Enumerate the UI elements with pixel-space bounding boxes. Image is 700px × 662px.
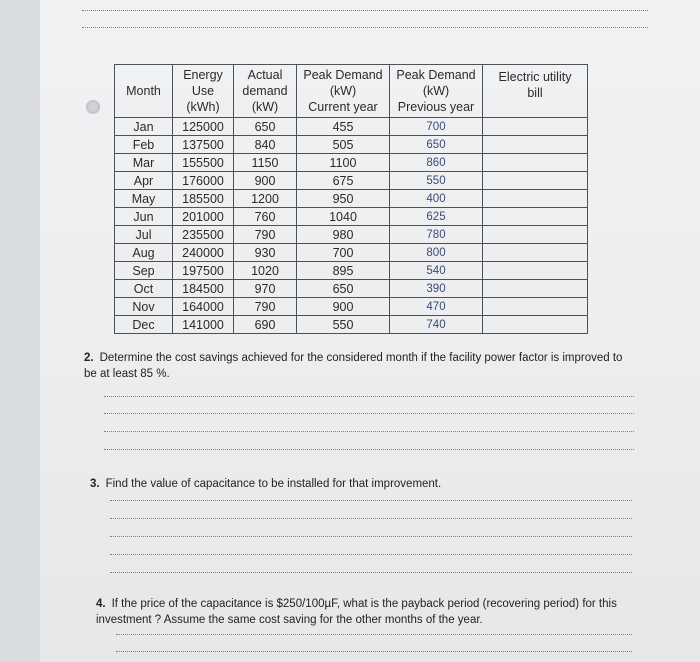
cell-electric-bill [483, 298, 588, 316]
cell-energy-use: 184500 [173, 280, 234, 298]
question-number: 4. [96, 598, 106, 610]
table-row [115, 208, 588, 226]
answer-line [110, 536, 632, 537]
table-row [115, 298, 588, 316]
cell-month: Oct [115, 280, 173, 298]
cell-peak-previous: 860 [390, 154, 483, 172]
cell-actual-demand: 1150 [234, 154, 297, 172]
cell-actual-demand: 930 [234, 244, 297, 262]
cell-peak-previous: 700 [390, 118, 483, 136]
cell-energy-use: 201000 [173, 208, 234, 226]
cell-electric-bill [483, 280, 588, 298]
cell-electric-bill [483, 244, 588, 262]
header-month: Month [115, 65, 173, 118]
answer-line [110, 572, 632, 573]
cell-actual-demand: 760 [234, 208, 297, 226]
cell-energy-use: 197500 [173, 262, 234, 280]
cell-peak-current: 675 [297, 172, 390, 190]
table-row [115, 118, 588, 136]
cell-peak-previous: 400 [390, 190, 483, 208]
header-actual-demand: Actual demand (kW) [234, 65, 297, 118]
cell-energy-use: 164000 [173, 298, 234, 316]
cell-peak-previous: 625 [390, 208, 483, 226]
cell-peak-previous: 800 [390, 244, 483, 262]
cell-peak-previous: 740 [390, 316, 483, 334]
cell-energy-use: 240000 [173, 244, 234, 262]
cell-peak-current: 1100 [297, 154, 390, 172]
cell-energy-use: 155500 [173, 154, 234, 172]
cell-month: Sep [115, 262, 173, 280]
cell-month: May [115, 190, 173, 208]
cell-energy-use: 141000 [173, 316, 234, 334]
cell-electric-bill [483, 118, 588, 136]
cell-electric-bill [483, 208, 588, 226]
cell-month: Nov [115, 298, 173, 316]
cell-peak-current: 455 [297, 118, 390, 136]
cell-actual-demand: 1200 [234, 190, 297, 208]
table-row [115, 154, 588, 172]
cell-peak-previous: 780 [390, 226, 483, 244]
header-electric-bill: Electric utility bill [483, 65, 588, 118]
cell-actual-demand: 1020 [234, 262, 297, 280]
cell-electric-bill [483, 190, 588, 208]
cell-month: Jan [115, 118, 173, 136]
question-3 [90, 476, 630, 492]
cell-peak-previous: 540 [390, 262, 483, 280]
cell-peak-current: 700 [297, 244, 390, 262]
cell-electric-bill [483, 226, 588, 244]
cell-actual-demand: 790 [234, 226, 297, 244]
cell-electric-bill [483, 316, 588, 334]
cell-actual-demand: 900 [234, 172, 297, 190]
header-peak-current: Peak Demand (kW) Current year [297, 65, 390, 118]
cell-month: Feb [115, 136, 173, 154]
cell-actual-demand: 790 [234, 298, 297, 316]
cell-electric-bill [483, 172, 588, 190]
table-row [115, 172, 588, 190]
cell-energy-use: 185500 [173, 190, 234, 208]
table-row [115, 226, 588, 244]
table-header-row [115, 65, 588, 118]
answer-line [104, 396, 634, 397]
question-number: 2. [84, 352, 94, 364]
cell-electric-bill [483, 262, 588, 280]
cell-actual-demand: 970 [234, 280, 297, 298]
table-row [115, 190, 588, 208]
header-energy-use: Energy Use (kWh) [173, 65, 234, 118]
cell-electric-bill [483, 136, 588, 154]
cell-actual-demand: 840 [234, 136, 297, 154]
cell-month: Mar [115, 154, 173, 172]
cell-peak-current: 895 [297, 262, 390, 280]
answer-line [104, 413, 634, 414]
cell-peak-current: 900 [297, 298, 390, 316]
cell-energy-use: 125000 [173, 118, 234, 136]
question-text: Find the value of capacitance to be installed for that improvement. [105, 478, 442, 490]
cell-peak-previous: 550 [390, 172, 483, 190]
cell-peak-previous: 470 [390, 298, 483, 316]
cell-energy-use: 137500 [173, 136, 234, 154]
table-row [115, 136, 588, 154]
cell-electric-bill [483, 154, 588, 172]
table-row [115, 280, 588, 298]
cell-actual-demand: 690 [234, 316, 297, 334]
table-row [115, 262, 588, 280]
binder-hole [86, 100, 100, 114]
table-row [115, 244, 588, 262]
cell-peak-current: 550 [297, 316, 390, 334]
answer-line [104, 449, 634, 450]
question-number: 3. [90, 478, 100, 490]
cell-peak-current: 980 [297, 226, 390, 244]
answer-line [82, 10, 648, 11]
cell-month: Dec [115, 316, 173, 334]
table-row [115, 316, 588, 334]
answer-line [110, 518, 632, 519]
answer-line [116, 651, 632, 652]
answer-line [110, 554, 632, 555]
cell-peak-previous: 390 [390, 280, 483, 298]
question-text: If the price of the capacitance is $250/100µF, what is the payback period (recovering period) for this investment ? Assume the same cost saving for the other months of the year. [96, 598, 617, 626]
cell-peak-current: 650 [297, 280, 390, 298]
answer-line [110, 500, 632, 501]
answer-line [104, 431, 634, 432]
energy-data-table [114, 64, 588, 334]
cell-peak-current: 1040 [297, 208, 390, 226]
answer-line [82, 27, 648, 28]
header-peak-previous: Peak Demand (kW) Previous year [390, 65, 483, 118]
cell-peak-current: 950 [297, 190, 390, 208]
question-2 [84, 350, 624, 382]
cell-month: Apr [115, 172, 173, 190]
cell-peak-current: 505 [297, 136, 390, 154]
cell-actual-demand: 650 [234, 118, 297, 136]
cell-month: Aug [115, 244, 173, 262]
answer-line [116, 634, 632, 635]
question-text: Determine the cost savings achieved for the considered month if the facility power factor is improved to be at least 85 %. [84, 352, 623, 380]
cell-month: Jul [115, 226, 173, 244]
cell-energy-use: 235500 [173, 226, 234, 244]
question-4 [96, 596, 636, 628]
cell-peak-previous: 650 [390, 136, 483, 154]
cell-month: Jun [115, 208, 173, 226]
cell-energy-use: 176000 [173, 172, 234, 190]
